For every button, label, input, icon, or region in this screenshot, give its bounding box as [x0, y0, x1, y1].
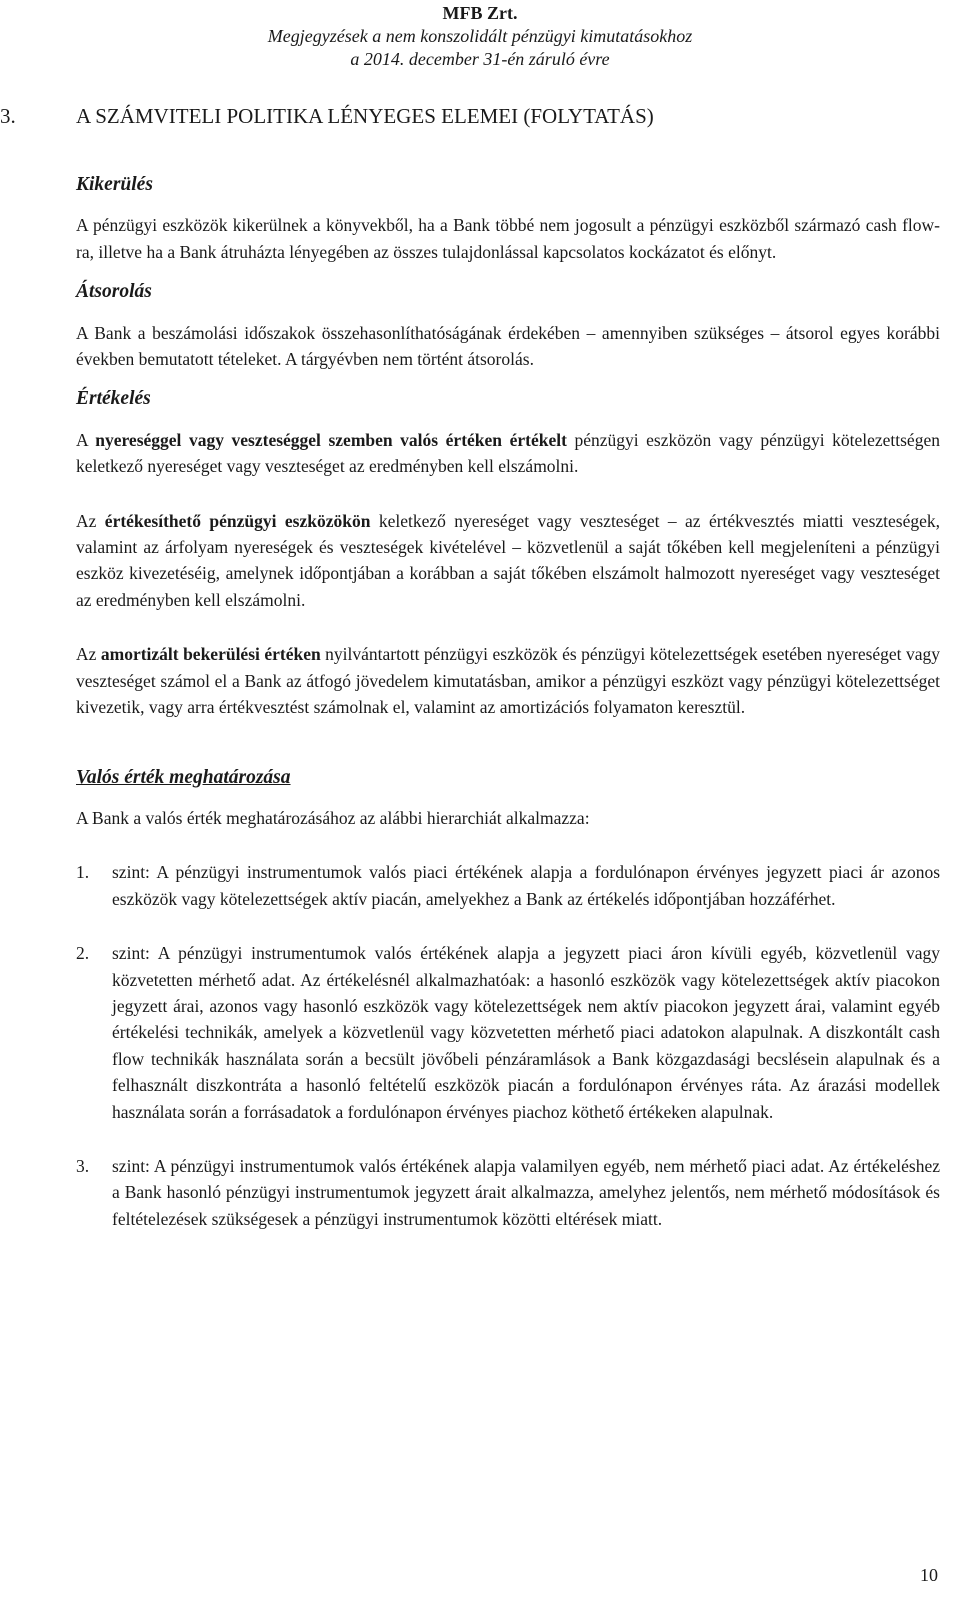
paragraph-atsorolas: A Bank a beszámolási időszakok összehasonlíthatóságának érdekében – amennyiben szükséges – átsorol egyes korábbi években bemutatott tételeket. A tárgyévben nem történt átsorolás. [76, 322, 940, 370]
list-item-text: szint: A pénzügyi instrumentumok valós értékének alapja valamilyen egyéb, nem mérhető piaci adat. Az értékeléshez a Bank hasonló pénzügyi instrumentumok jegyzett árait alkalmazza, amelyhez jelentős, nem mérhető módosítások és feltételezések szükségesek a pénzügyi instrumentumok közötti eltérések miatt. [112, 1155, 940, 1229]
paragraph-ertekeles-2 [76, 508, 940, 614]
bold-term: nyereséggel vagy veszteséggel szemben valós értéken értékelt [95, 429, 567, 450]
section-number: 3. [0, 104, 16, 128]
paragraph-hierarchy-intro: A Bank a valós érték meghatározásához az alábbi hierarchiát alkalmazza: [76, 807, 590, 828]
heading-atsorolas: Átsorolás [76, 281, 152, 303]
list-number: 2. [76, 943, 90, 964]
page-header [0, 2, 960, 71]
paragraph-kikerules: A pénzügyi eszközök kikerülnek a könyvekből, ha a Bank többé nem jogosult a pénzügyi eszközből származó cash flow-ra, illetve ha a Bank átruházta lényegében az összes tulajdonlással kapcsolatos kockázatot és előnyt. [76, 215, 940, 262]
text-run: keletkező nyereséget vagy veszteséget – az értékvesztés miatti veszteségek, valamint az árfolyam nyereségek és veszteségek kivételével – közvetlenül a saját tőkében kell megjeleníteni a pénzügyi eszköz kivezetéséig, amelynek időpontjában a korábban a saját tőkében elszámolt halmozott nyereséget vagy veszteséget az eredményben kell elszámolni. [76, 510, 940, 610]
list-item [76, 940, 940, 1125]
section-title [0, 104, 654, 129]
list-item-text: szint: A pénzügyi instrumentumok valós értékének alapja a jegyzett piaci áron kívüli egyéb, közvetlenül vagy közvetetten mérhető adat. Az értékelésnél alkalmazhatóak: a hasonló eszközök vagy kötelezettségek aktív piacokon jegyzett árai, azonos vagy hasonló eszközök vagy kötelezettségek nem aktív piacokon jegyzett árai, valamint egyéb értékelési technikák, amelyek a közvetlenül vagy közvetetten mérhető piaci adatokon alapulnak. A diszkontált cash flow technikák használata során a becsült jövőbeli pénzáramlások a Bank közgazdasági becslésein alapulnak és a felhasznált diszkontráta a hasonló feltételű eszközök piacán a fordulónapon érvényes ráta. Az árazási modellek használata során a forrásadatok a fordulónapon érvényes piachoz köthető értékeken alapulnak. [112, 943, 940, 1122]
header-subtitle-line1: Megjegyzések a nem konszolidált pénzügyi kimutatásokhoz [267, 26, 693, 46]
list-number: 1. [76, 862, 90, 883]
list-item [76, 1153, 940, 1232]
text-run: Az [76, 644, 101, 665]
paragraph-ertekeles-3 [76, 641, 940, 720]
header-subtitle-line2: a 2014. december 31-én záruló évre [350, 49, 610, 69]
company-name: MFB Zrt. [442, 3, 518, 23]
bold-term: amortizált bekerülési értéken [100, 644, 321, 665]
list-item [76, 859, 940, 912]
heading-ertekeles: Értékelés [76, 388, 151, 410]
document-body [76, 172, 940, 1260]
section-title-text: A SZÁMVITELI POLITIKA LÉNYEGES ELEMEI (FOLYTATÁS) [76, 104, 654, 128]
text-run: pénzügyi eszközön vagy pénzügyi kötelezettségen keletkező nyereséget vagy veszteséget az eredményben kell elszámolni. [76, 429, 940, 477]
list-item-text: szint: A pénzügyi instrumentumok valós piaci értékének alapja a fordulónapon érvényes jegyzett piaci ár azonos eszközök vagy kötelezettségek aktív piacán, amelyekhez a Bank az értékelés időpontjában hozzáférhet. [112, 862, 940, 909]
text-run: nyilvántartott pénzügyi eszközök és pénzügyi kötelezettségek esetében nyereséget vagy veszteséget számol el a Bank az átfogó jövedelem kimutatásban, amikor a pénzügyi eszközt vagy pénzügyi kötelezettséget kivezetik, vagy arra értékvesztést számolnak el, valamint az amortizációs folyamaton keresztül. [76, 644, 941, 718]
hierarchy-list [76, 859, 940, 1232]
text-run: Az [76, 510, 105, 531]
heading-kikerules: Kikerülés [76, 174, 153, 195]
text-run: A [76, 429, 96, 450]
list-number: 3. [76, 1155, 90, 1176]
bold-term: értékesíthető pénzügyi eszközökön [104, 510, 371, 531]
paragraph-ertekeles-1 [76, 427, 940, 480]
heading-valos-ertek: Valós érték meghatározása [76, 766, 291, 788]
page-number: 10 [920, 1565, 938, 1585]
